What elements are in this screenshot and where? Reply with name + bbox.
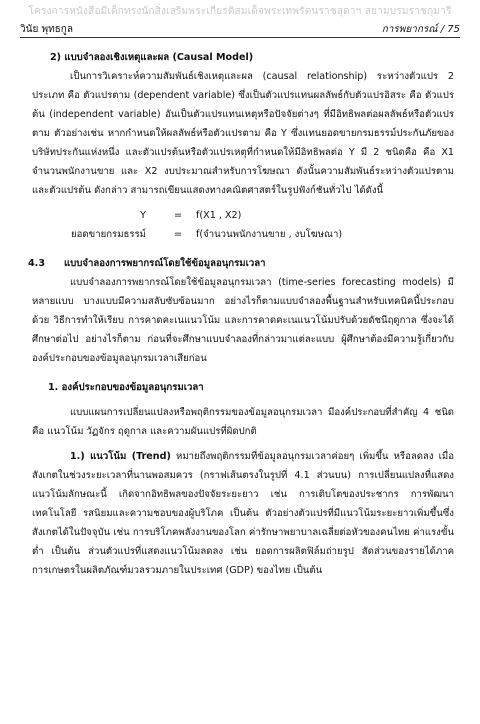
page-content	[28, 48, 454, 580]
equation-1-op: =	[174, 210, 183, 221]
trend-paragraph	[32, 447, 454, 580]
author-name: วินัย พุทธกูล	[20, 24, 73, 35]
equation-1	[32, 206, 454, 225]
equation-2-lhs: ยอดขายกรมธรรม์	[71, 229, 146, 240]
causal-model-heading: 2) แบบจำลองเชิงเหตุและผล (Causal Model)	[50, 52, 254, 63]
trend-label: 1.) แนวโน้ม (Trend)	[70, 451, 171, 462]
trend-text: หมายถึงพฤติกรรมที่ข้อมูลอนุกรมเวลาค่อยๆ เพิ่มขึ้น หรือลดลง เมื่อสังเกตในช่วงระยะเวลาที่นานพอสมควร (กราฟเส้นตรงในรูปที่ 4.1 ส่วนบน) การเปลี่ยนแปลงที่แสดงแนวโน้มลักษณะนี้ เกิดจากอิทธิพลของปัจจัยระยะยาว เช่น การเติบโตของประชากร การพัฒนาเทคโนโลยี รสนิยมและความชอบของผู้บริโภค เป็นต้น ตัวอย่างตัวแปรที่มีแนวโน้มระยะยาวเพิ่มขึ้นซึ่งสังเกตได้ในปัจจุบัน เช่น การบริโภคพลังงานของโลก ค่ารักษาพยาบาลเฉลี่ยต่อหัวของคนไทย ค่าแรงขั้นต่ำ เป็นต้น ส่วนตัวแปรที่แสดงแนวโน้มลดลง เช่น ยอดการผลิตฟิล์มถ่ายรูป สัดส่วนของรายได้ภาคการเกษตรในผลิตภัณฑ์มวลรวมภายในประเทศ (GDP) ของไทย เป็นต้น	[32, 451, 454, 576]
equation-2-op: =	[174, 229, 183, 240]
page-header	[20, 22, 460, 37]
section-4-3-paragraph: แบบจำลองการพยากรณ์โดยใช้ข้อมูลอนุกรมเวลา (time-series forecasting models) มีหลายแบบ บางแบบมีความสลับซับซ้อนมาก อย่างไรก็ตามแบบจำลองพื้นฐานสำหรับเทคนิคนี้ประกอบด้วย วิธีการทำให้เรียบ การคาดคะเนแนวโน้ม และการคาดคะเนแนวโน้มปรับด้วยดัชนีฤดูกาล ซึ่งจะได้ศึกษาต่อไป อย่างไรก็ตาม ก่อนที่จะศึกษาแบบจำลองที่กล่าวมาแต่ละแบบ ผู้ศึกษาต้องมีความรู้เกี่ยวกับองค์ประกอบของข้อมูลอนุกรมเวลาเสียก่อน	[32, 277, 454, 364]
header-rule	[20, 37, 460, 38]
section-title: แบบจำลองการพยากรณ์โดยใช้ข้อมูลอนุกรมเวลา	[64, 258, 266, 269]
watermark-text: โครงการหนังสือมีเด็กทรงนักสิ่งเสริมพระเกียรติสมเด็จพระเทพรัตนราชสุดาฯ สยามบรมราชกุมารี	[28, 6, 452, 17]
equation-2	[32, 225, 454, 244]
running-title: การพยากรณ์ / 75	[381, 24, 460, 35]
section-4-3-heading	[28, 254, 454, 273]
equation-1-rhs: f(X1 , X2)	[196, 210, 242, 221]
section-number: 4.3	[28, 258, 45, 269]
causal-model-paragraph: เป็นการวิเคราะห์ความสัมพันธ์เชิงเหตุและผล (causal relationship) ระหว่างตัวแปร 2 ประเภท คือ ตัวแปรตาม (dependent variable) ซึ่งเป็นตัวแปรแทนผลลัพธ์กับตัวแปรอิสระ คือ ตัวแปรต้น (independent variable) อันเป็นตัวแปรแทนเหตุหรือปัจจัยต่างๆ ที่มีอิทธิพลต่อผลลัพธ์หรือตัวแปรตาม ตัวอย่างเช่น หากกำหนดให้ผลลัพธ์หรือตัวแปรตาม คือ Y ซึ่งแทนยอดขายกรมธรรม์ประกันภัยของบริษัทประกันแห่งหนึ่ง และตัวแปรต้นหรือตัวแปรเหตุที่กำหนดให้มีอิทธิพลต่อ Y มี 2 ชนิดคือ คือ X1 จำนวนพนักงานขาย และ X2 งบประมาณสำหรับการโฆษณา ดังนั้นความสัมพันธ์ระหว่างตัวแปรตามและตัวแปรต้น ดังกล่าว สามารถเขียนแสดงทางคณิตศาสตร์ในรูปฟังก์ชันทั่วไป ได้ดังนี้	[32, 71, 454, 196]
subsection-1-heading: 1. องค์ประกอบของข้อมูลอนุกรมเวลา	[48, 382, 204, 393]
equation-1-lhs: Y	[140, 210, 146, 221]
subsection-1-paragraph: แบบแผนการเปลี่ยนแปลงหรือพฤติกรรมของข้อมูลอนุกรมเวลา มีองค์ประกอบที่สำคัญ 4 ชนิด คือ แนวโน้ม วัฏจักร ฤดูกาล และความผันแปรที่ผิดปกติ	[32, 407, 454, 437]
equation-2-rhs: f(จำนวนพนักงานขาย , งบโฆษณา)	[196, 229, 343, 240]
